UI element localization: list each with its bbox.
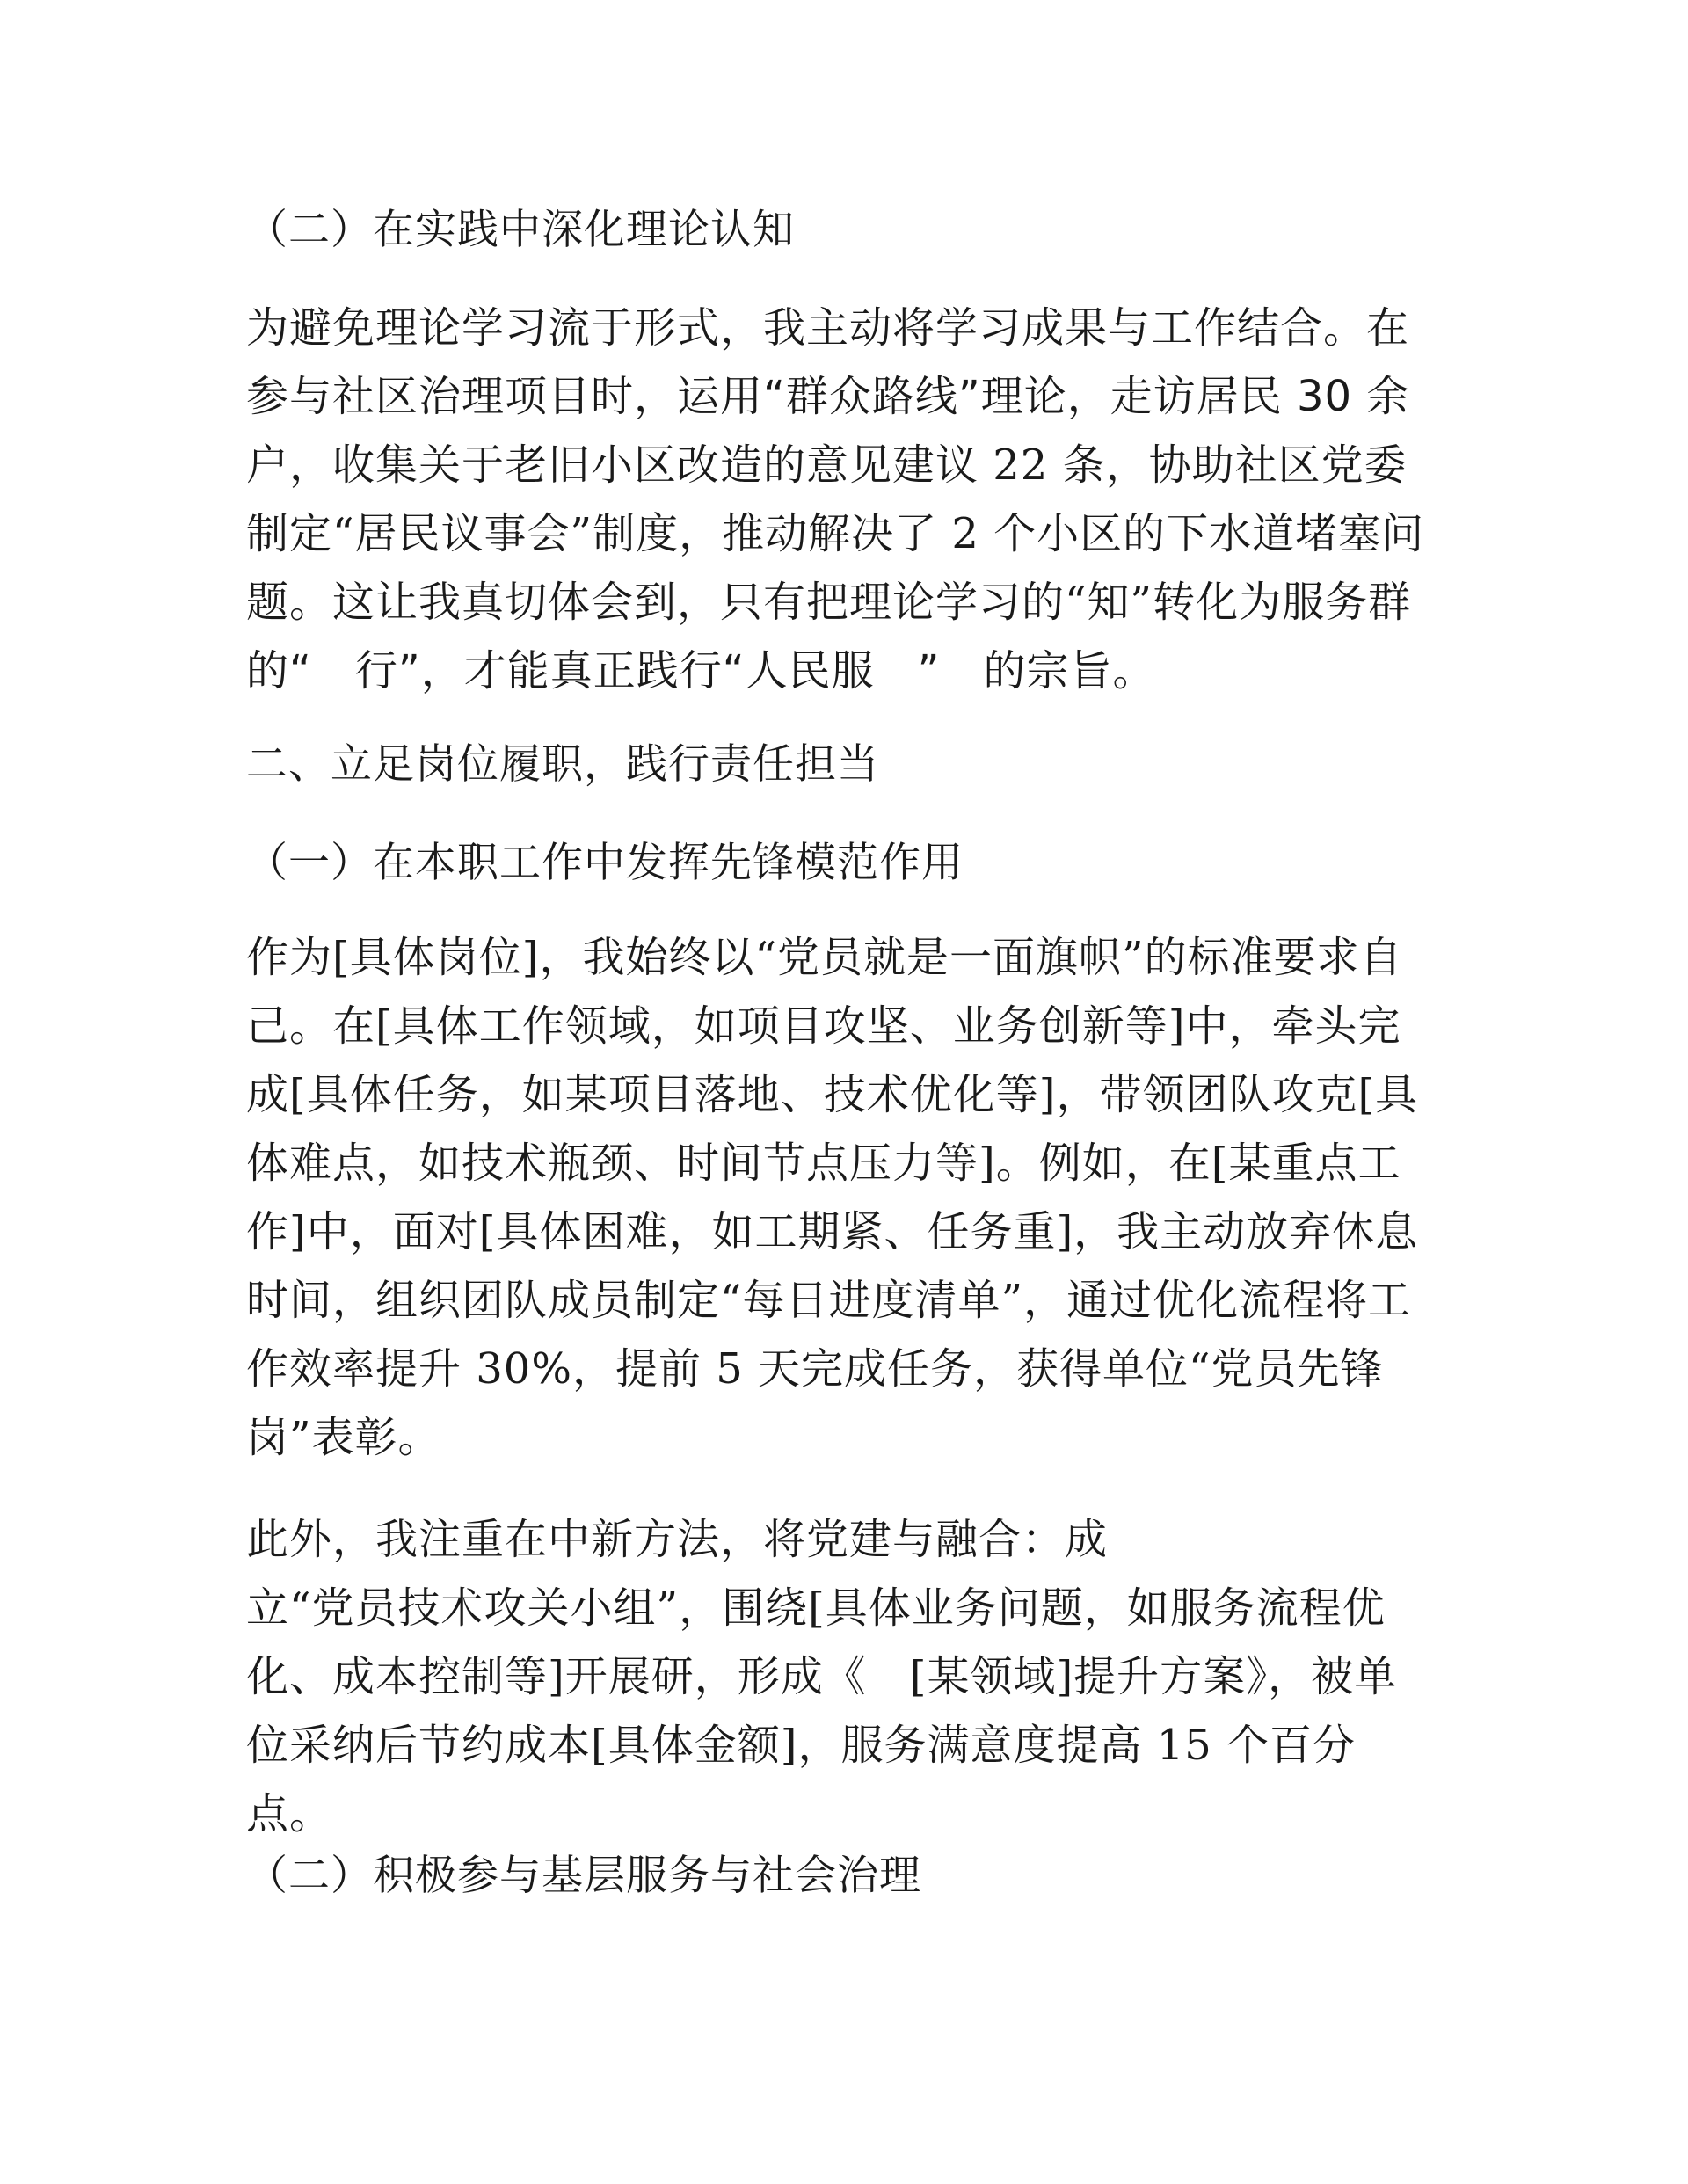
paragraph-line: 户，收集关于老旧小区改造的意见建议 22 条，协助社区党委: [246, 440, 1408, 490]
section-heading-duty: 二、立足岗位履职，践行责任担当: [246, 740, 879, 789]
paragraph-line: 参与社区治理项目时，运用“群众路线”理论，走访居民 30 余: [246, 372, 1410, 421]
paragraph-line: 时间，组织团队成员制定“每日进度清单”，通过优化流程将工: [246, 1276, 1412, 1325]
paragraph-line: 位采纳后节约成本[具体金额]，服务满意度提高 15 个百分: [246, 1721, 1357, 1770]
paragraph-line: 此外，我注重在中新方法，将党建与融合：成: [246, 1515, 1109, 1564]
section-heading-practice-theory: （二）在实践中深化理论认知: [246, 206, 795, 254]
paragraph-line: 立“党员技术攻关小组”，围绕[具体业务问题，如服务流程优: [246, 1583, 1386, 1633]
section-heading-grassroots-service: （二）积极参与基层服务与社会治理: [246, 1852, 921, 1900]
paragraph-line: 制定“居民议事会”制度，推动解决了 2 个小区的下水道堵塞问: [246, 509, 1425, 558]
paragraph-line: 岗”表彰。: [246, 1413, 441, 1462]
paragraph-line: 为避免理论学习流于形式，我主动将学习成果与工作结合。在: [246, 303, 1410, 353]
paragraph-line: 点。: [246, 1789, 333, 1838]
paragraph-line: 体难点，如技术瓶颈、时间节点压力等]。例如，在[某重点工: [246, 1139, 1401, 1188]
paragraph-line: 的“ 行”，才能真正践行“人民服 ” 的宗旨。: [246, 646, 1156, 695]
paragraph-line: 己。在[具体工作领域，如项目攻坚、业务创新等]中，牵头完: [246, 1001, 1401, 1051]
paragraph-line: 作]中，面对[具体困难，如工期紧、任务重]，我主动放弃休息: [246, 1207, 1419, 1256]
paragraph-community-governance: [246, 294, 1459, 705]
paragraph-line: 成[具体任务，如某项目落地、技术优化等]，带领团队攻克[具: [246, 1070, 1419, 1119]
paragraph-innovation: [246, 1505, 1459, 1848]
section-heading-vanguard-role: （一）在本职工作中发挥先锋模范作用: [246, 839, 964, 887]
paragraph-line: 题。这让我真切体会到，只有把理论学习的“知”转化为服务群: [246, 578, 1412, 627]
paragraph-line: 作效率提升 30%，提前 5 天完成任务，获得单位“党员先锋: [246, 1344, 1384, 1394]
paragraph-line: 作为[具体岗位]，我始终以“党员就是一面旗帜”的标准要求自: [246, 933, 1403, 982]
paragraph-job-performance: [246, 923, 1459, 1472]
paragraph-line: 化、成本控制等]开展研，形成《 [某领域]提升方案》，被单: [246, 1652, 1398, 1701]
